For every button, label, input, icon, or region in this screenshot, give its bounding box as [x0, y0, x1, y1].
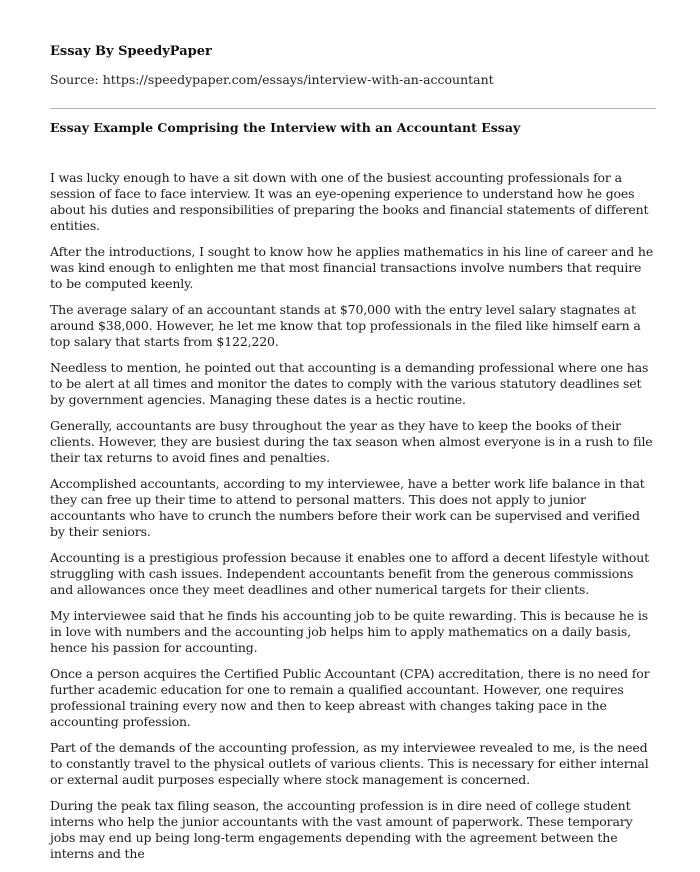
essay-paragraph: Generally, accountants are busy throughout the year as they have to keep the books of their clients. However, they are busiest during the tax season when almost everyone is in a rush to file their tax returns to avoid fines and penalties.: [50, 418, 653, 465]
header-divider: [50, 108, 656, 109]
essay-paragraph: Needless to mention, he pointed out that accounting is a demanding professional where one has to be alert at all times and monitor the dates to comply with the various statutory deadlines set by government agencies. Managing these dates is a hectic routine.: [50, 360, 649, 407]
essay-paragraph: My interviewee said that he finds his accounting job to be quite rewarding. This is because he is in love with numbers and the accounting job helps him to apply mathematics on a daily basis, hence his passion for accounting.: [50, 608, 648, 655]
document-page: [50, 0, 656, 861]
essay-paragraph: I was lucky enough to have a sit down with one of the busiest accounting professionals for a session of face to face interview. It was an eye-opening experience to understand how he goes about his duties and responsibilities of preparing the books and financial statements of different entities.: [50, 170, 649, 233]
essay-paragraph: Accounting is a prestigious profession because it enables one to afford a decent lifestyle without struggling with cash issues. Independent accountants benefit from the generous commissions and allowances once they meet deadlines and other numerical targets for their clients.: [50, 550, 650, 597]
source-url: https://speedypaper.com/essays/interview-with-an-accountant: [102, 72, 494, 87]
essay-paragraph: During the peak tax filing season, the accounting profession is in dire need of college student interns who help the junior accountants with the vast amount of paperwork. These temporary jobs may end up being long-term engagements depending with the agreement between the interns and the: [50, 798, 633, 861]
essay-body: [50, 170, 656, 872]
source-label: Source:: [50, 72, 99, 87]
essay-paragraph: Accomplished accountants, according to my interviewee, have a better work life balance in that they can free up their time to attend to personal matters. This does not apply to junior accountants who have to crunch the numbers before their work can be supervised and verified by their seniors.: [50, 476, 645, 539]
essay-paragraph: After the introductions, I sought to know how he applies mathematics in his line of career and he was kind enough to enlighten me that most financial transactions involve numbers that require to be computed keenly.: [50, 244, 654, 291]
essay-paragraph: Once a person acquires the Certified Public Accountant (CPA) accreditation, there is no need for further academic education for one to remain a qualified accountant. However, one requires professional training every now and then to keep abreast with changes taking pace in the accounting profession.: [50, 666, 650, 729]
essay-paragraph: The average salary of an accountant stands at $70,000 with the entry level salary stagnates at around $38,000. However, he let me know that top professionals in the filed like himself earn a top salary that starts from $122,220.: [50, 302, 641, 349]
source-line: [50, 72, 494, 88]
essay-title: Essay Example Comprising the Interview with an Accountant Essay: [50, 120, 521, 135]
essay-paragraph: Part of the demands of the accounting profession, as my interviewee revealed to me, is the need to constantly travel to the physical outlets of various clients. This is necessary for either internal or external audit purposes especially where stock management is concerned.: [50, 740, 649, 787]
site-title: Essay By SpeedyPaper: [50, 44, 212, 59]
